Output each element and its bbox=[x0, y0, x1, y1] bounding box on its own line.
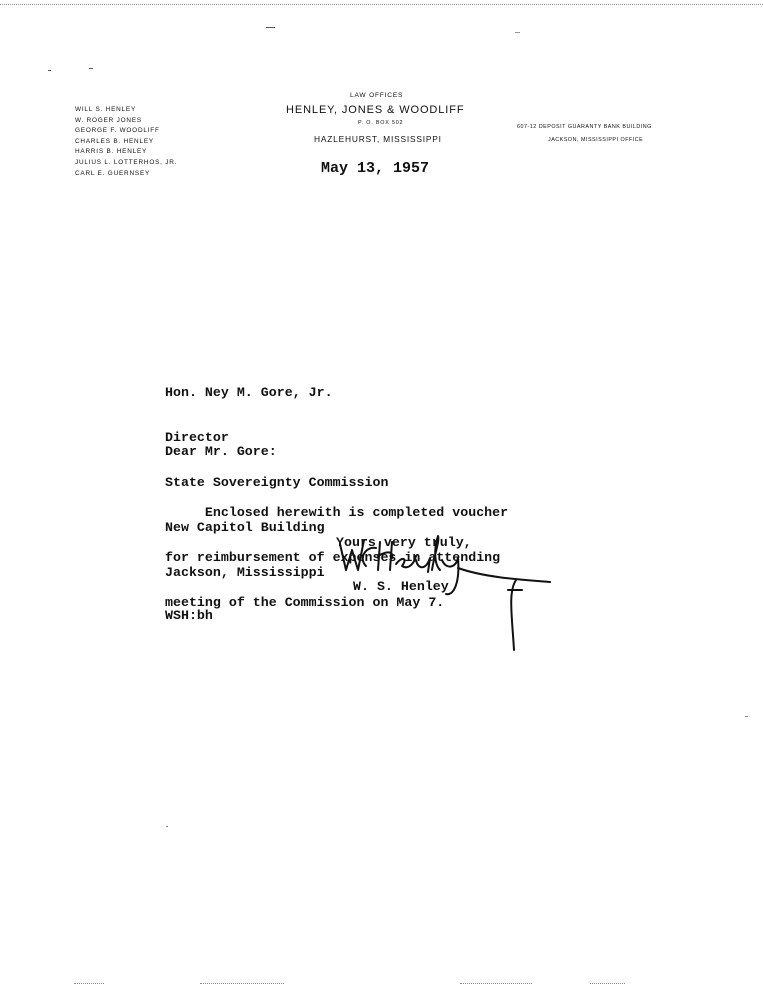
scan-edge-bottom bbox=[74, 983, 104, 984]
letter-date: May 13, 1957 bbox=[321, 160, 430, 177]
body-line: for reimbursement of expenses in attending bbox=[165, 550, 501, 565]
partner-name: GEORGE F. WOODLIFF bbox=[75, 127, 160, 135]
scan-speck bbox=[48, 70, 51, 71]
signer-name: W. S. Henley bbox=[353, 579, 449, 594]
scan-speck bbox=[166, 826, 168, 827]
branch-office: JACKSON, MISSISSIPPI OFFICE bbox=[548, 137, 644, 143]
partner-name: CARL E. GUERNSEY bbox=[75, 169, 151, 177]
scan-speck bbox=[745, 716, 748, 717]
salutation: Dear Mr. Gore: bbox=[165, 444, 277, 459]
law-offices-heading: LAW OFFICES bbox=[350, 92, 404, 99]
scan-edge-bottom bbox=[590, 983, 625, 984]
scan-speck bbox=[266, 27, 275, 28]
recipient-line: Hon. Ney M. Gore, Jr. bbox=[165, 385, 333, 400]
recipient-line: New Capitol Building bbox=[165, 520, 325, 535]
partner-name: HARRIS B. HENLEY bbox=[75, 148, 148, 156]
partners-list bbox=[75, 105, 177, 179]
recipient-line: Director bbox=[165, 430, 229, 445]
partner-name: WILL S. HENLEY bbox=[75, 106, 137, 113]
scan-speck bbox=[515, 32, 520, 33]
scan-edge-bottom bbox=[200, 983, 284, 984]
scan-speck bbox=[89, 68, 93, 69]
scan-edge-bottom bbox=[460, 983, 532, 984]
body-line: Enclosed herewith is completed voucher bbox=[165, 505, 509, 520]
recipient-line: Jackson, Mississippi bbox=[165, 565, 325, 580]
body-line: meeting of the Commission on May 7. bbox=[165, 595, 445, 610]
firm-name: HENLEY, JONES & WOODLIFF bbox=[286, 104, 465, 116]
scan-edge-top bbox=[0, 4, 763, 5]
partner-name: CHARLES B. HENLEY bbox=[75, 137, 154, 145]
partner-name: JULIUS L. LOTTERHOS, JR. bbox=[75, 158, 178, 166]
branch-address: 607-12 DEPOSIT GUARANTY BANK BUILDING bbox=[517, 124, 652, 130]
recipient-line: State Sovereignty Commission bbox=[165, 475, 389, 490]
partner-name: W. ROGER JONES bbox=[75, 116, 142, 124]
reference-initials: WSH:bh bbox=[165, 608, 213, 623]
firm-city: HAZLEHURST, MISSISSIPPI bbox=[314, 134, 442, 144]
complimentary-close: Yours very truly, bbox=[336, 535, 472, 550]
po-box: P. O. BOX 502 bbox=[358, 120, 404, 126]
